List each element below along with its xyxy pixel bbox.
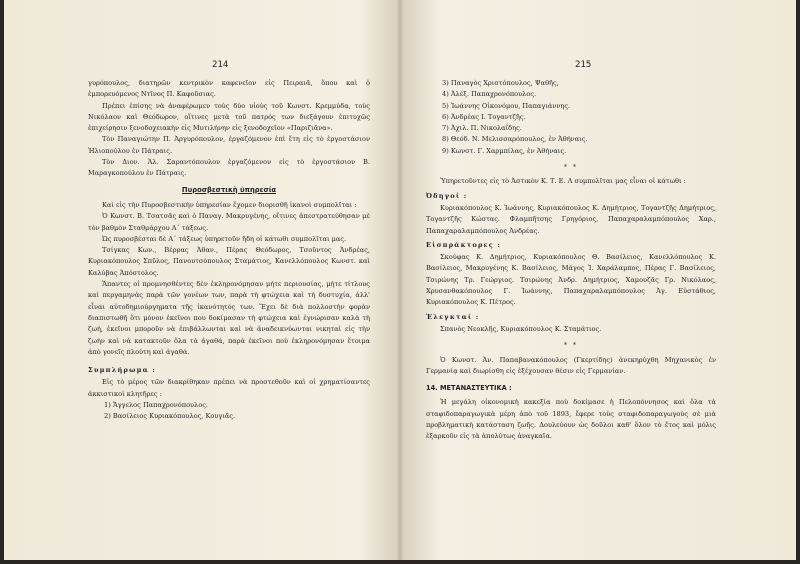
page-number: 214 <box>212 60 229 70</box>
paragraph: Ἡ μεγάλη οἰκονομικὴ κακεξία ποὺ δοκίμασε ἡ Πελοπόννησος καὶ ὅλα τὰ σταφιδοπαραγωγικὰ μέρη ἀπὸ τοῦ 1893, ἔφερε τοὺς σταφιδοπαραγωγοὺς σὲ μιὰ προβληματικὴ κατάσταση ζωῆς. Δουλεύουν ὡς δοῦλοι καθ' ὅλον τὸ ἔτος καὶ μόλις ἐξαρκοῦν εἰς τὰ ἀπολύτως ἀναγκαῖα. <box>426 398 716 441</box>
paragraph: Ἅπαντες οἱ προμνησθέντες δὲν ἐκληρονόμησαν μήτε περιουσίας, μήτε τίτλους καὶ περγαμηνὰς παρὰ τῶν γονέων των, παρὰ τὴ φτώχεια καὶ τὴ δυστυχία, ἀλλ' εἶναι αὐτοδημιούργηματα τῆς ἱκανότητός των. Ἔχει δὲ διὰ πολλοστὴν φορὰν διαπιστωθῆ ὅτι μόνον ἐκεῖνοι που δοκίμασαν τὴ φτώχεια καὶ ἐγνώρισαν καλὰ τὴ ζωή, ἐκεῖνοι μποροῦν νὰ ἐπιβάλλωνται καὶ νὰ ἀναδεικνύωνται νικηταὶ εἰς τὴν ζωὴν καὶ νὰ κατακτοῦν ὅλα τὰ ἀγαθά, παρὰ ἐκεῖνοι ποὺ ἐκληρονόμησαν ἕτοιμα ἀπὸ γονεῖς πλούτη καὶ ἀγαθά. <box>88 280 370 356</box>
list <box>426 78 716 157</box>
subheading-collectors: Εἰσπράκτορες : <box>426 240 502 249</box>
paragraph: Σπανὸς Νεοκλῆς, Κυριακόπουλος Κ. Σταμάτιος. <box>440 324 602 333</box>
paragraph: Καὶ εἰς τὴν Πυροσβεστικὴν ὑπηρεσίαν ἔχομεν διορισθῆ ἱκανοὶ συμπολῖται : <box>102 200 357 209</box>
list-item: 3) Παναγὸς Χριστόπουλος, Ψαθῆς, <box>442 79 559 87</box>
section-heading: Πυροσβεστικὴ ὑπηρεσία <box>181 185 277 194</box>
left-page <box>4 0 400 560</box>
list-item: 2) Βασίλειος Κυριακόπουλος, Κουγιᾶς. <box>104 412 236 421</box>
paragraph: γυρόπουλος, διατηρῶν κεντρικὸν καφενεῖον εἰς Πειραιᾶ, ὅπου καὶ ὁ ἐμπορευόμενος Ντῖνος Π. Καφοῦσιας. <box>88 79 370 99</box>
book-spread <box>4 0 796 560</box>
list-item: 8) Θεόδ. Ν. Μελισσαρόπουλος, ἐν Ἀθήναις. <box>442 135 588 144</box>
left-text-column <box>88 78 370 423</box>
list-item: 9) Κωνστ. Γ. Χαρμπίλας, ἐν Ἀθήναις. <box>442 146 567 155</box>
list <box>88 400 370 423</box>
list-item: 5) Ἰωάννης Οἰκονόμου, Παπαγιάννης. <box>442 101 571 110</box>
list-item: 1) Ἄγγελος Παπαχρονόπουλος. <box>104 401 208 410</box>
page-number: 215 <box>575 60 592 70</box>
paragraph: Ὡς πυροσβέσται δὲ Α΄ τάξεως ὑπηρετοῦν ἤδη οἱ κάτωθι συμπολῖται μας. <box>102 234 347 243</box>
separator-stars: * * <box>564 342 578 350</box>
paragraph: Ὑπηρετοῦντες εἰς τὸ Ἀστικὸν Κ. Τ. Ε. Λ συμπολῖται μας εἶναι οἱ κάτωθι : <box>440 177 686 186</box>
paragraph: Τὸν Διον. Ἀλ. Σαραντόπουλον ἐργαζόμενον εἰς τὸ ἐργοστάσιον Β. Μαραγκοπούλου ἐν Πάτραις. <box>88 158 370 178</box>
paragraph: Ὁ Κωνστ. Ἀν. Παπαβανακόπουλος (Γκερτίδης) ἀνεκηρύχθη Μηχανικὸς ἐν Γερμανίᾳ καὶ διωρίσθη εἰς ἐξέχουσαν θέσιν εἰς Γερμανίαν. <box>426 355 716 375</box>
right-page <box>400 0 796 560</box>
right-text-column <box>426 78 716 443</box>
list-item: 6) Ἀνδρέας Ι. Τογαντζῆς. <box>442 112 526 121</box>
paragraph: Ὁ Κωνστ. Β. Τσατσᾶς καὶ ὁ Παναγ. Μακρυγένης, οἵτινες ἀπεστρατεύθησαν μὲ τὸν βαθμὸν Σταθμάρχου Α΄ τάξεως. <box>88 212 370 232</box>
paragraph: Τὸν Παναγιώτην Π. Ἀργυρόπουλον, ἐργαζόμενον ἐπὶ ἔτη εἰς τὸ ἐργοστάσιον Ἡλιοπούλου ἐν Πάτραις. <box>88 135 370 155</box>
paragraph: Πρέπει ἐπίσης νὰ ἀναφέρωμεν τοὺς δύο υἱοὺς τοῦ Κωνστ. Κρεμμύδα, τοὺς Νικόλαον καὶ Θεόδωρον, οἵτινες μετὰ τοῦ πατρός των διεξάγουν ἐπιτυχῶς ἐπιχείρησιν ξενοδοχειακὴν εἰς Μυτιλήνην εἰς ξενοδοχεῖον «Παριζιᾶνα». <box>88 101 370 133</box>
section-heading: Συμπλήρωμα : <box>88 366 156 375</box>
subheading-drivers: Ὀδηγοί : <box>426 191 468 200</box>
paragraph: Τσίγκας Κων., Βέρρας Ἀθαν., Πέρας Θεόδωρος, Τσοῦντος Ἀνδρέας, Κυριακόπουλος Σπῦλος, Πανουτσόπουλος Σταμάτιος, Κανελλόπουλος Κωνστ. καὶ Καλύβας Ἀπόστολος. <box>88 246 370 277</box>
subheading-inspectors: Ἐλεγκταί : <box>426 312 480 321</box>
section-heading: 14. ΜΕΤΑΝΑΣΤΕΥΤΙΚΑ : <box>426 384 512 393</box>
list-item: 7) Ἀχιλ. Π. Νικολαΐδης. <box>442 124 522 133</box>
paragraph: Σκούφας Κ. Δημήτριος, Κυριακόπουλος Θ. Βασίλειος, Κανελλόπουλος Κ. Βασίλειος, Μακρυγένης Κ. Βασίλειος, Μάγος Ἰ. Χαράλαμπος, Πέρας Γ. Βασίλειος, Τσιρώνης Τρ. Γεώργιος. Τσιρώνης Ἀνδρ. Δημήτριος, Χαμουζᾶς Γρ. Νικόλαος, Χρυσανθακόπουλος Γ. Ἰωάννης, Παπαχαραλαμπόπουλος Ἀγ. Εὐστάθιος, Κυριακόπουλος Κ. Πέτρος. <box>426 253 716 307</box>
paragraph: Εἰς τὸ μέρος τῶν διακρίθηκαν πρέπει νὰ προστεθοῦν καὶ οἱ χρηματίσαντες ἀκκιστικοὶ κλητῆρες : <box>88 378 370 398</box>
separator-stars: * * <box>564 164 578 172</box>
paragraph: Κυριακόπουλος Κ. Ἰωάννης, Κυριακόπουλος Κ. Δημήτριος, Τογαντζῆς Δημήτριος, Τογαντζῆς Κώστας. Φλαμπῆτσης Γρηγόριος, Παπαχαραλαμπόπουλος Χαρ., Παπαχαραλαμπόπουλος Ἀνδρέας. <box>426 203 716 235</box>
list-item: 4) Ἀλέξ. Παπαχρονόπουλος. <box>442 90 537 99</box>
